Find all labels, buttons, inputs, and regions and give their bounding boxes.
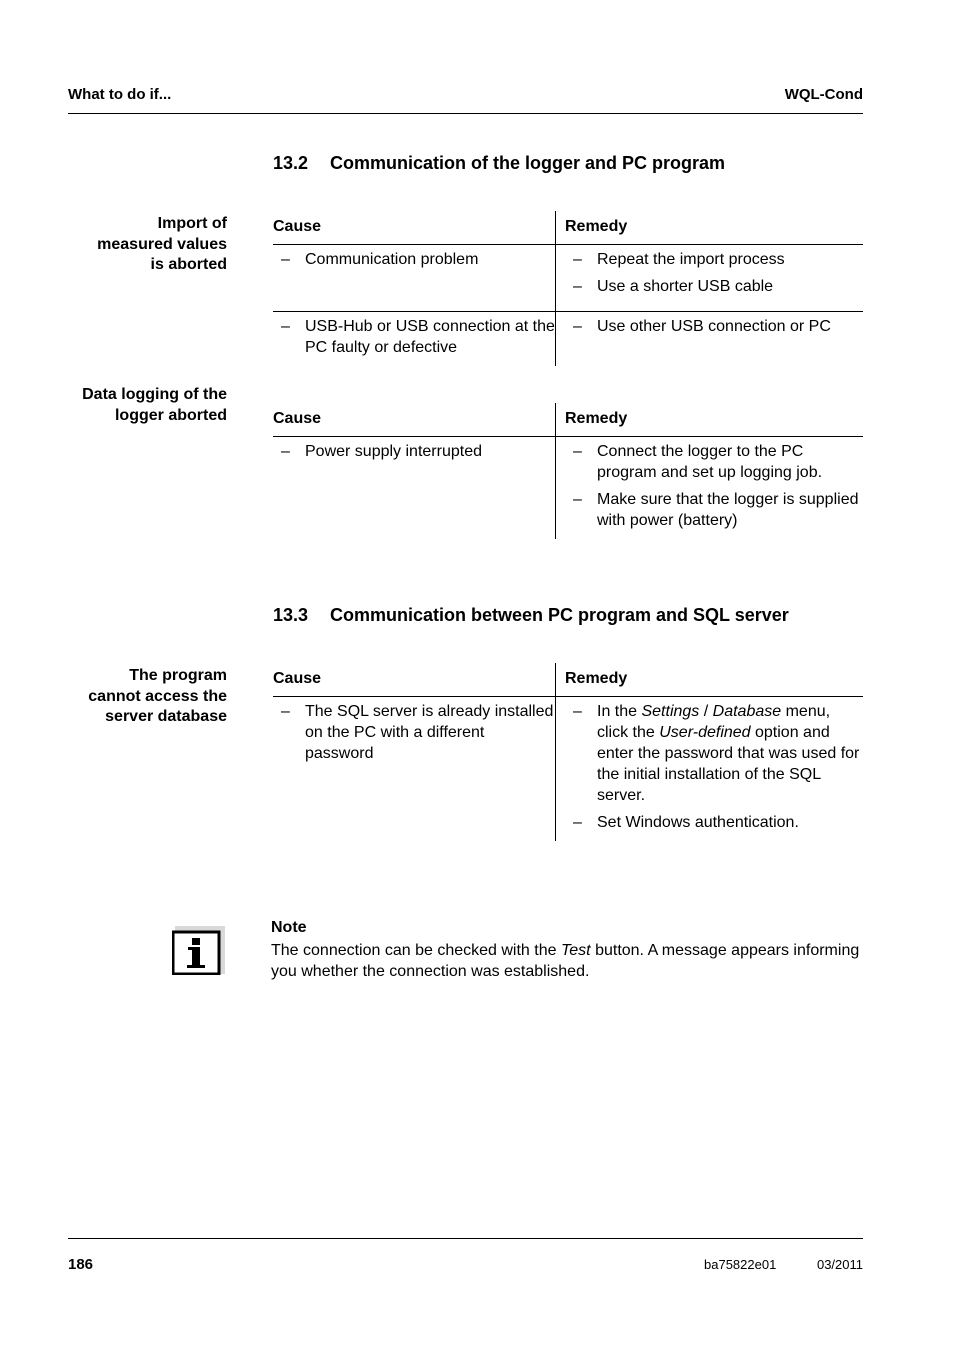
remedy-item: – In the Settings / Database menu, click the User-defined option and enter the password that was used for the initial installation of the SQL server. bbox=[573, 703, 860, 804]
table-row bbox=[273, 697, 863, 842]
remedy-item: – Use other USB connection or PC bbox=[573, 318, 831, 335]
remedy-header: Remedy bbox=[556, 403, 864, 437]
cause-item: – USB-Hub or USB connection at the PC faulty or defective bbox=[281, 318, 555, 356]
section-number: 13.2 bbox=[273, 153, 309, 173]
remedy-item: – Connect the logger to the PC program and set up logging job. bbox=[573, 443, 823, 481]
note-title: Note bbox=[271, 919, 307, 936]
remedy-item: – Set Windows authentication. bbox=[573, 814, 799, 831]
page-number: 186 bbox=[68, 1256, 94, 1273]
label-line: Data logging of the bbox=[82, 386, 227, 403]
margin-label-import-aborted bbox=[40, 214, 227, 276]
cause-remedy-table-import bbox=[273, 211, 863, 366]
label-line: Import of bbox=[157, 215, 227, 232]
label-line: The program bbox=[129, 667, 227, 684]
label-line: measured values bbox=[97, 235, 227, 253]
section-title-text: Communication of the logger and PC program bbox=[330, 153, 726, 173]
cause-header: Cause bbox=[273, 663, 556, 697]
cause-remedy-table-sql bbox=[273, 663, 863, 841]
margin-label-logging-aborted bbox=[40, 385, 227, 426]
footer-rule bbox=[68, 1238, 863, 1239]
cause-remedy-table-logging bbox=[273, 403, 863, 539]
running-header-product: WQL-Cond bbox=[784, 86, 863, 103]
remedy-header: Remedy bbox=[556, 211, 864, 245]
remedy-item: – Make sure that the logger is supplied with power (battery) bbox=[573, 491, 859, 529]
note-text: The connection can be checked with the Test button. A message appears informing you whether the connection was established. bbox=[271, 942, 860, 980]
label-line: server database bbox=[105, 708, 227, 725]
section-title-text: Communication between PC program and SQL server bbox=[330, 605, 789, 625]
document-id: ba75822e01 bbox=[704, 1257, 777, 1272]
table-row bbox=[273, 312, 863, 367]
label-line: is aborted bbox=[150, 256, 227, 273]
remedy-item: – Repeat the import process bbox=[573, 251, 785, 268]
label-line: logger aborted bbox=[114, 406, 227, 424]
section-title-13-3 bbox=[273, 605, 789, 626]
remedy-item: – Use a shorter USB cable bbox=[573, 278, 774, 295]
document-date: 03/2011 bbox=[816, 1257, 863, 1272]
running-header-chapter: What to do if... bbox=[68, 86, 172, 103]
table-row bbox=[273, 245, 863, 312]
info-icon bbox=[172, 923, 226, 975]
cause-item: – Power supply interrupted bbox=[281, 443, 482, 460]
table-row bbox=[273, 437, 863, 540]
cause-item: – Communication problem bbox=[281, 251, 479, 268]
remedy-header: Remedy bbox=[556, 663, 864, 697]
cause-header: Cause bbox=[273, 211, 556, 245]
section-title-13-2 bbox=[273, 153, 725, 174]
margin-label-no-db-access bbox=[40, 666, 227, 728]
cause-header: Cause bbox=[273, 403, 556, 437]
header-rule bbox=[68, 113, 863, 114]
cause-item: – The SQL server is already installed on the PC with a different password bbox=[281, 703, 554, 762]
section-number: 13.3 bbox=[273, 605, 309, 625]
label-line: cannot access the bbox=[88, 687, 227, 705]
